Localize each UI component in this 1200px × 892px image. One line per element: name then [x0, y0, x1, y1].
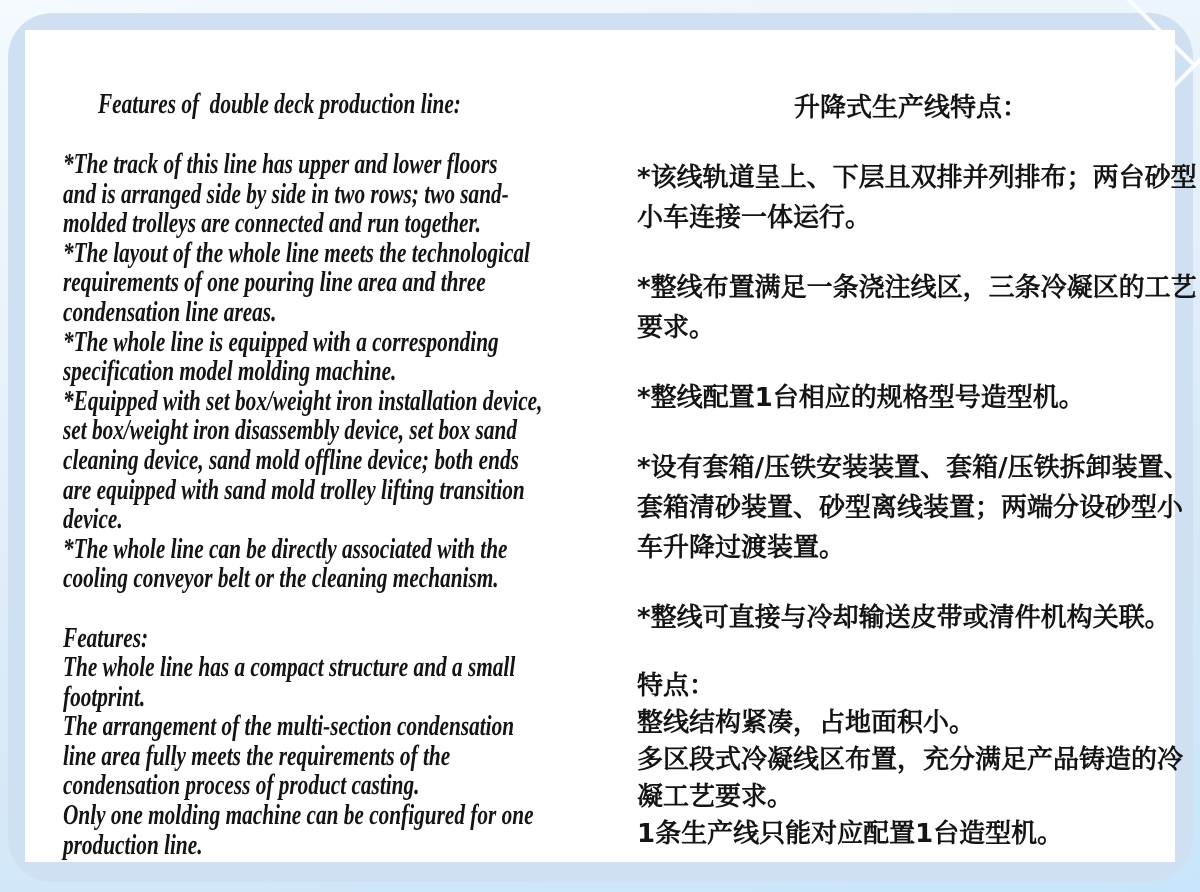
text-line: condensation process of product casting. — [63, 770, 420, 802]
text-line: *整线布置满足一条浇注线区，三条冷凝区的工艺 — [637, 273, 1197, 303]
english-heading: Features of double deck production line: — [97, 89, 461, 120]
text-line: 整线结构紧凑，占地面积小。 — [637, 708, 976, 738]
text-line: *The track of this line has upper and lower floors — [63, 149, 498, 180]
text-line: molded trolleys are connected and run together. — [63, 208, 481, 240]
text-line: *整线配置1台相应的规格型号造型机。 — [637, 383, 1085, 413]
text-line: 小车连接一体运行。 — [637, 203, 872, 233]
paragraph — [637, 448, 1190, 568]
text-line: and is arranged side by side in two rows; two sand- — [63, 178, 509, 210]
text-line: Features: — [63, 622, 149, 654]
text-line: *该线轨道呈上、下层且双排并列排布；两台砂型 — [637, 163, 1197, 193]
text-line: 车升降过渡装置。 — [637, 533, 846, 563]
text-line — [63, 594, 587, 624]
text-line: 套箱清砂装置、砂型离线装置；两端分设砂型小 — [637, 493, 1184, 523]
text-line: *The whole line is equipped with a corresponding — [63, 326, 499, 358]
text-line: Only one molding machine can be configured for one — [63, 800, 534, 832]
english-feature-list — [63, 150, 587, 860]
text-line: condensation line areas. — [63, 296, 277, 328]
text-line: line area fully meets the requirements of the — [63, 740, 451, 772]
text-line: device. — [63, 504, 123, 536]
text-line: specification model molding machine. — [63, 356, 397, 388]
text-line: cleaning device, sand mold offline device; both ends — [63, 444, 519, 476]
text-line: 1条生产线只能对应配置1台造型机。 — [637, 819, 1064, 849]
chinese-column — [637, 92, 1197, 853]
paragraph — [637, 158, 1197, 238]
paragraph — [637, 668, 1185, 853]
content-card — [25, 30, 1197, 862]
text-line: *Equipped with set box/weight iron installation device, — [63, 385, 543, 417]
paragraph — [637, 268, 1197, 348]
text-line: 凝工艺要求。 — [637, 782, 794, 812]
text-line: *设有套箱/压铁安装装置、套箱/压铁拆卸装置、 — [637, 453, 1190, 483]
chinese-heading: 升降式生产线特点： — [793, 93, 1028, 123]
text-line: *整线可直接与冷却输送皮带或清件机构关联。 — [637, 603, 1171, 633]
text-line: *The whole line can be directly associated with the — [63, 533, 508, 565]
text-line: 多区段式冷凝线区布置，充分满足产品铸造的冷 — [637, 745, 1184, 775]
text-line: requirements of one pouring line area and three — [63, 267, 486, 299]
text-line: 要求。 — [637, 313, 716, 343]
text-line: *The layout of the whole line meets the technological — [63, 237, 530, 269]
text-line: footprint. — [63, 681, 146, 713]
paragraph — [637, 378, 1185, 418]
text-line: The whole line has a compact structure and a small — [63, 652, 516, 684]
english-column — [63, 88, 587, 860]
text-line: are equipped with sand mold trolley lifting transition — [63, 474, 525, 506]
text-line: set box/weight iron disassembly device, set box sand — [63, 415, 517, 447]
chinese-feature-list — [637, 158, 1197, 853]
text-line: 特点： — [637, 671, 716, 701]
text-line: cooling conveyor belt or the cleaning mechanism. — [63, 563, 499, 595]
text-line: production line. — [63, 829, 203, 861]
text-line: The arrangement of the multi-section condensation — [63, 711, 515, 743]
paragraph — [637, 598, 1185, 638]
